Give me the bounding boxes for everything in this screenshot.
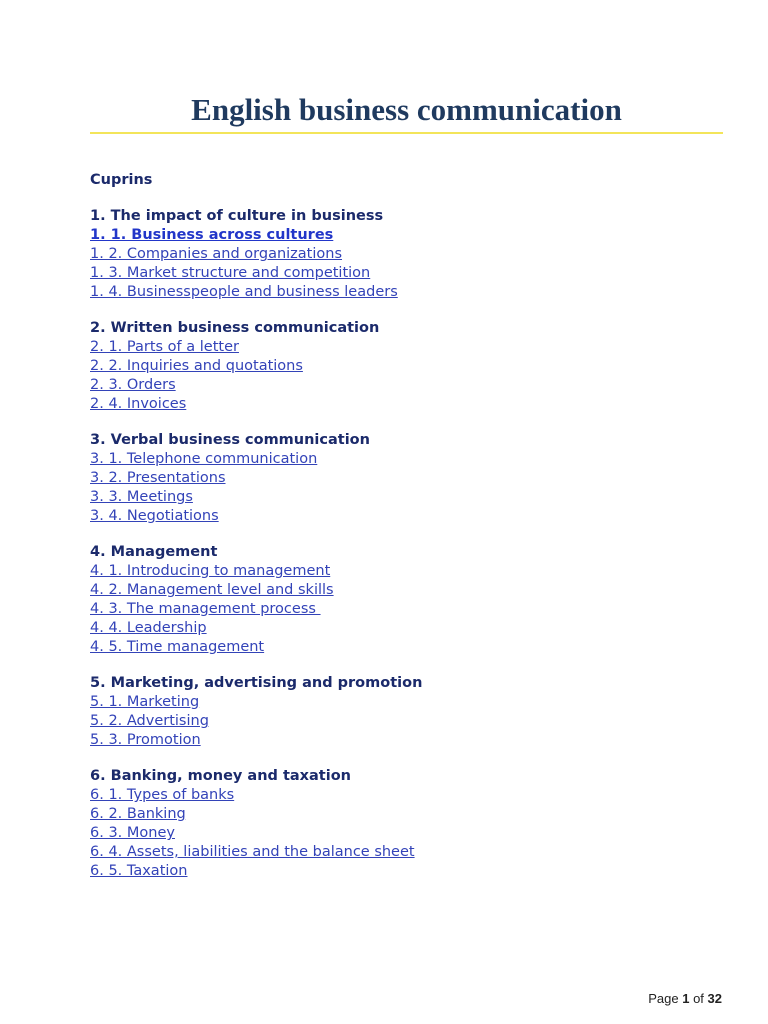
- toc-link[interactable]: 6. 5. Taxation: [90, 863, 188, 879]
- toc-section: [90, 207, 730, 302]
- toc-link[interactable]: 2. 3. Orders: [90, 377, 176, 393]
- total-pages-number: 32: [707, 991, 722, 1006]
- toc-link[interactable]: 1. 2. Companies and organizations: [90, 246, 343, 262]
- section-title: 2. Written business communication: [90, 320, 380, 336]
- toc-section: [90, 767, 730, 881]
- toc-link[interactable]: 3. 3. Meetings: [90, 489, 193, 505]
- page-word: Page: [648, 991, 679, 1006]
- toc-link[interactable]: 4. 5. Time management: [90, 639, 265, 655]
- toc-link[interactable]: 4. 4. Leadership: [90, 620, 207, 636]
- title-underline: [90, 132, 723, 134]
- toc-link[interactable]: 2. 2. Inquiries and quotations: [90, 358, 303, 374]
- section-title: 5. Marketing, advertising and promotion: [90, 675, 423, 691]
- toc-link[interactable]: 3. 1. Telephone communication: [90, 451, 318, 467]
- of-word: of: [693, 991, 704, 1006]
- toc-sections: [90, 207, 730, 881]
- toc-link[interactable]: 1. 4. Businesspeople and business leaders: [90, 284, 398, 300]
- toc-link[interactable]: 1. 1. Business across cultures: [90, 227, 334, 243]
- page-indicator: [648, 991, 722, 1006]
- toc-section: [90, 431, 730, 526]
- toc-link[interactable]: 6. 1. Types of banks: [90, 787, 235, 803]
- toc-link[interactable]: 6. 3. Money: [90, 825, 175, 841]
- document-title: English business communication: [191, 92, 622, 127]
- toc-link[interactable]: 4. 2. Management level and skills: [90, 582, 334, 598]
- toc-link[interactable]: 3. 4. Negotiations: [90, 508, 219, 524]
- toc-section: [90, 543, 730, 657]
- toc-link[interactable]: 5. 2. Advertising: [90, 713, 209, 729]
- toc-link[interactable]: 6. 2. Banking: [90, 806, 186, 822]
- section-title: 4. Management: [90, 544, 218, 560]
- toc-link[interactable]: 1. 3. Market structure and competition: [90, 265, 371, 281]
- toc-section: [90, 674, 730, 750]
- toc-link[interactable]: 2. 4. Invoices: [90, 396, 187, 412]
- toc-link[interactable]: 5. 1. Marketing: [90, 694, 200, 710]
- toc-link[interactable]: 4. 3. The management process: [90, 601, 321, 617]
- toc-heading: Cuprins: [90, 172, 153, 188]
- toc-section: [90, 319, 730, 414]
- toc-link[interactable]: 3. 2. Presentations: [90, 470, 226, 486]
- toc-link[interactable]: 2. 1. Parts of a letter: [90, 339, 239, 355]
- section-title: 6. Banking, money and taxation: [90, 768, 351, 784]
- toc-link[interactable]: 5. 3. Promotion: [90, 732, 201, 748]
- toc-link[interactable]: 4. 1. Introducing to management: [90, 563, 331, 579]
- toc-link[interactable]: 6. 4. Assets, liabilities and the balance sheet: [90, 844, 415, 860]
- table-of-contents: [90, 171, 730, 898]
- current-page-number: 1: [682, 991, 690, 1006]
- section-title: 3. Verbal business communication: [90, 432, 370, 448]
- section-title: 1. The impact of culture in business: [90, 208, 384, 224]
